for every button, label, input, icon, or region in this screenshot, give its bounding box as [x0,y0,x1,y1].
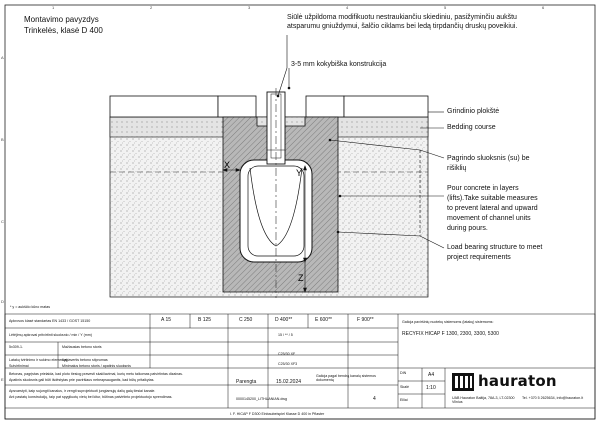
grid-row-b: B [1,137,4,142]
callout-load-line2: project requirements [447,254,511,261]
drawing-subtitle: Trinkelės, klasė D 400 [24,26,103,35]
load-standard-label: Apkrovos klasė standartas EN 1433 / GOST 15150 [9,319,91,323]
small-note-1: Apsvarstyti, kaip sujungti kanalus, ir vengti suprojektuoti jungiamųjų dalių galą tiesiai kanale. [9,389,156,393]
drawing-path: I. F. HICAP F D300 Einbaubeispiel Klasse D 400 in Pflaster [230,412,325,416]
callout-sealing-line2: atsparumu gniuždymui, šalčio ciklams bei ledą tirpdančių druskų poveikiui. [287,23,518,30]
product-heading: Galioja paviršinių nuotekų sistemoms (latakų) sistemoms: [402,320,494,324]
row-concrete-label: Mažiausias betono storis [62,345,102,349]
format-value: A4 [428,372,435,378]
callout-compressible: 3-5 mm kokybiška konstrukcija [291,61,387,68]
callout-sealing-line1: Siūlė užpildoma modifikuotu nestraukiančiu skiediniu, pasižyminčiu aukštu [287,14,517,21]
grid-row-d: D [1,299,4,304]
grid-row-e: E [1,377,4,382]
scale-label: Skalė [400,385,409,389]
company-address: UAB Hauraton Baltija, 78A-3, LT-02300 Vilnius [452,396,515,405]
grid-row-c: C [1,219,4,224]
grid-col-2: 2 [150,5,153,10]
dim-x-label: X [224,160,231,170]
row-anchor-label: Lėtėjimų apkrovai pritvirtinti sluoksnio / min / Y (mm) [9,333,92,337]
product-list: RECYFIX HICAP F 1300, 2300, 3300, 5300 [402,331,499,337]
grid-col-4: 4 [346,5,349,10]
class-a15: A 15 [161,317,172,323]
hauraton-logo-icon [452,373,474,391]
small-note-2: Ant pastatų konstrukcijų, taip pat spygliuotų vietų bei kitur, būtinas patvirtinto projektuotojo sprendimas. [9,395,173,399]
grid-col-1: 1 [52,5,55,10]
callout-concrete-line2: (lifts).Take suitable measures [447,195,538,202]
prepared-label: Parengta [236,379,257,385]
left-cell-fix: Latakų tvirtinimo ir sukimo elementai [9,358,68,362]
document-title: Galioja pagal bendrą kanalų sistemos dokumentą [316,374,376,383]
class-d400: D 400** [275,317,293,323]
row-anchor-value: 15 / ** / 5 [278,333,293,337]
grid-row-a: A [1,55,4,60]
file-number: 0000145200_LITHUANIAN.dwg [236,397,287,401]
edition-label: Eiliai [400,398,408,402]
company-contact: Tel. +370 5 2625634, info@hauraton.lt [522,396,584,400]
callout-base-line1: Pagrindo sluoksnis (su) be [447,155,530,162]
row-concrete-sub: Lygiavertis betono stiprumas [62,358,108,362]
row-bottom-label: Minimalus betono storis / apatinis sluoksnis [62,364,131,368]
footnote: * y = aukščio kūno matas [10,305,51,309]
callout-load-line1: Load bearing structure to meet [447,244,543,251]
callout-concrete-line4: movement of channel units [447,215,531,222]
callout-concrete-line5: during pours. [447,225,488,232]
callout-paving: Grindinio plokštė [447,108,500,115]
row-concrete-value: C25/30 XF [278,352,296,356]
grid-col-6: 6 [542,5,545,10]
dim-y-label: Y [296,168,303,178]
sheet-number: 4 [373,396,376,402]
grid-col-5: 5 [444,5,447,10]
prepared-value: 15.02.2024 [276,379,302,385]
class-c250: C 250 [239,317,253,323]
hauraton-logo-text: hauraton [478,372,557,390]
grid-col-3: 3 [248,5,251,10]
class-e600: E 600** [315,317,332,323]
class-f900: F 900** [357,317,374,323]
row-bottom-value: C25/30 XF3 [278,362,298,366]
left-cell-reinf: Sutvirtinimai [9,364,29,368]
callout-bedding: Bedding course [447,124,496,131]
left-cell-code: 5x309-1. [9,345,23,349]
note-1: Betonas, pagrįstas prielaida, kad ploto tiesiog pravesti skaičiavimai, kurių metu taikomas patvirtintas dizainas. [9,372,183,376]
callout-base-line2: rišiklių [447,165,467,172]
drawing-title: Montavimo pavyzdys [24,15,99,24]
format-label: DIN [400,371,407,375]
dim-z-label: Z [298,273,304,283]
scale-value: 1:10 [426,385,436,391]
callout-concrete-line1: Pour concrete in layers [447,185,519,192]
class-b125: B 125 [198,317,212,323]
note-2: Apatinis sluoksnis gali būti išdėstytas prie paviršiaus nebeapsaugantis, kad būtų pritaikytas. [9,378,155,382]
callout-concrete-line3: to prevent lateral and upward [447,205,538,212]
